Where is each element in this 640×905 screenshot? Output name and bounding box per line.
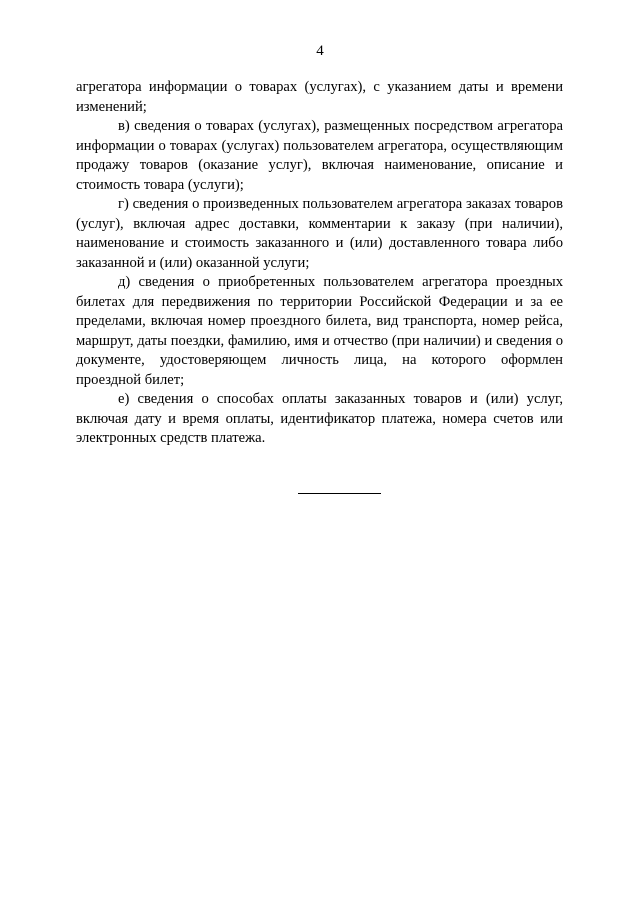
paragraph-item-v: в) сведения о товарах (услугах), размещенных посредством агрегатора информации о товарах (услугах) пользователем агрегатора, осуществляющим продажу товаров (оказание услуг), включая наименование, описание и стоимость товара (услуги);	[76, 118, 563, 193]
page-number: 4	[316, 43, 324, 59]
document-body	[76, 78, 563, 449]
paragraph-continuation: агрегатора информации о товарах (услугах), с указанием даты и времени изменений;	[76, 79, 563, 115]
paragraph-item-g: г) сведения о произведенных пользователем агрегатора заказах товаров (услуг), включая адрес доставки, комментарии к заказу (при наличии), наименование и стоимость заказанного и (или) доставленного товара либо заказанной и (или) оказанной услуги;	[76, 196, 563, 271]
paragraph-item-e: е) сведения о способах оплаты заказанных товаров и (или) услуг, включая дату и время оплаты, идентификатор платежа, номера счетов или электронных средств платежа.	[76, 391, 563, 446]
paragraph-item-d: д) сведения о приобретенных пользователем агрегатора проездных билетах для передвижения по территории Российской Федерации и за ее пределами, включая номер проездного билета, вид транспорта, номер рейса, маршрут, даты поездки, фамилию, имя и отчество (при наличии) и сведения о документе, удостоверяющем личность лица, на которого оформлен проездной билет;	[76, 274, 563, 388]
end-separator-line	[298, 493, 381, 494]
